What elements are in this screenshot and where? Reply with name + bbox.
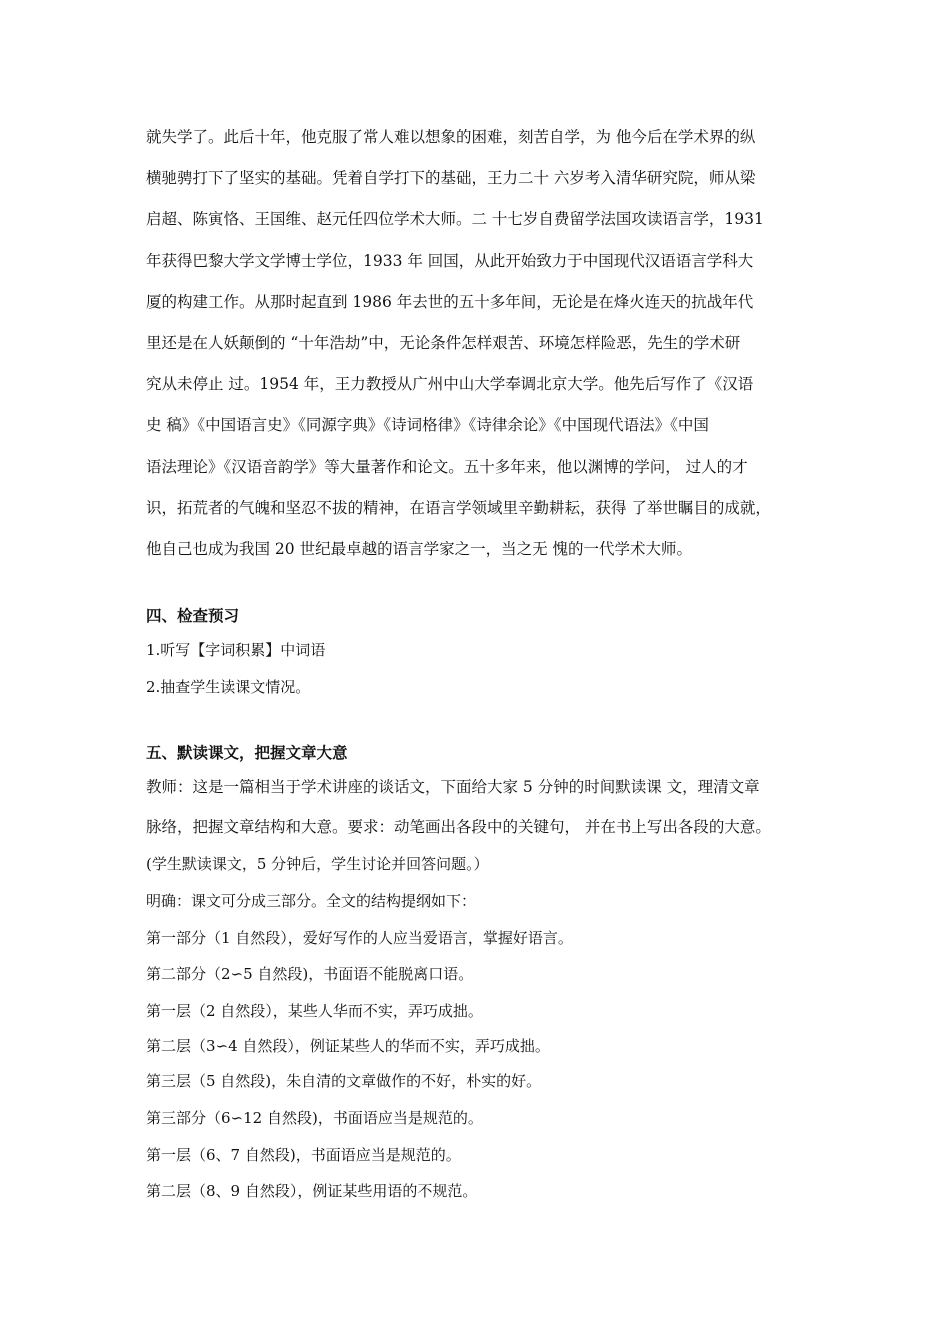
section-heading: 五、默读课文，把握文章大意 (146, 743, 348, 762)
paragraph-line: 史 稿》《中国语言史》《同源字典》《诗词格律》《诗律余论》《中国现代语法》《中国 (146, 416, 709, 434)
list-item: 明确：课文可分成三部分。全文的结构提纲如下： (146, 892, 477, 910)
paragraph-line: 里还是在人妖颠倒的 “十年浩劫”中，无论条件怎样艰苦、环境怎样险恶，先生的学术研 (146, 334, 741, 352)
paragraph-line: 他自己也成为我国 20 世纪最卓越的语言学家之一，当之无 愧的一代学术大师。 (146, 540, 693, 558)
list-item: 2.抽查学生读课文情况。 (146, 678, 311, 696)
paragraph-line: 厦的构建工作。从那时起直到 1986 年去世的五十多年间，无论是在烽火连天的抗战年代 (146, 293, 754, 311)
list-item: 第二部分（2∽5 自然段)，书面语不能脱离口语。 (146, 965, 474, 983)
paragraph-line: 识，拓荒者的气魄和坚忍不拔的精神，在语言学领域里辛勤耕耘，获得 了举世瞩目的成就， (146, 499, 771, 517)
list-item: 第二层（3∽4 自然段），例证某些人的华而不实，弄巧成拙。 (146, 1037, 550, 1055)
list-item: 第一部分（1 自然段），爱好写作的人应当爱语言，掌握好语言。 (146, 929, 573, 947)
paragraph-line: 就失学了。此后十年，他克服了常人难以想象的困难，刻苦自学，为 他今后在学术界的纵 (146, 128, 756, 146)
paragraph-line: 启超、陈寅恪、王国维、赵元任四位学术大师。二 十七岁自费留学法国攻读语言学，1931 (146, 210, 764, 228)
paragraph-line: 脉络，把握文章结构和大意。要求：动笔画出各段中的关键句， 并在书上写出各段的大意。 (146, 818, 771, 836)
list-item: 1.听写【字词积累】中词语 (146, 641, 326, 659)
list-item: 第二层（8、9 自然段），例证某些用语的不规范。 (146, 1182, 478, 1200)
section-heading: 四、检查预习 (146, 606, 240, 625)
paragraph-line: 年获得巴黎大学文学博士学位，1933 年 回国，从此开始致力于中国现代汉语语言学科大 (146, 252, 754, 270)
paragraph-line: 教师：这是一篇相当于学术讲座的谈话文，下面给大家 5 分钟的时间默读课 文，理清文章 (146, 778, 760, 796)
list-item: 第一层（2 自然段），某些人华而不实，弄巧成拙。 (146, 1002, 483, 1020)
paragraph-line: 横驰骋打下了坚实的基础。凭着自学打下的基础，王力二十 六岁考入清华研究院，师从梁 (146, 169, 756, 187)
paragraph-line: 语法理论》《汉语音韵学》等大量著作和论文。五十多年来，他以渊博的学问， 过人的才 (146, 458, 748, 476)
list-item: 第一层（6、7 自然段)，书面语应当是规范的。 (146, 1146, 461, 1164)
paragraph-line: 究从未停止 过。1954 年，王力教授从广州中山大学奉调北京大学。他先后写作了《汉语 (146, 375, 754, 393)
list-item: 第三部分（6∽12 自然段)，书面语应当是规范的。 (146, 1109, 483, 1127)
list-item: (学生默读课文，5 分钟后，学生讨论并回答问题。） (146, 855, 489, 873)
list-item: 第三层（5 自然段)，朱自清的文章做作的不好，朴实的好。 (146, 1072, 542, 1090)
